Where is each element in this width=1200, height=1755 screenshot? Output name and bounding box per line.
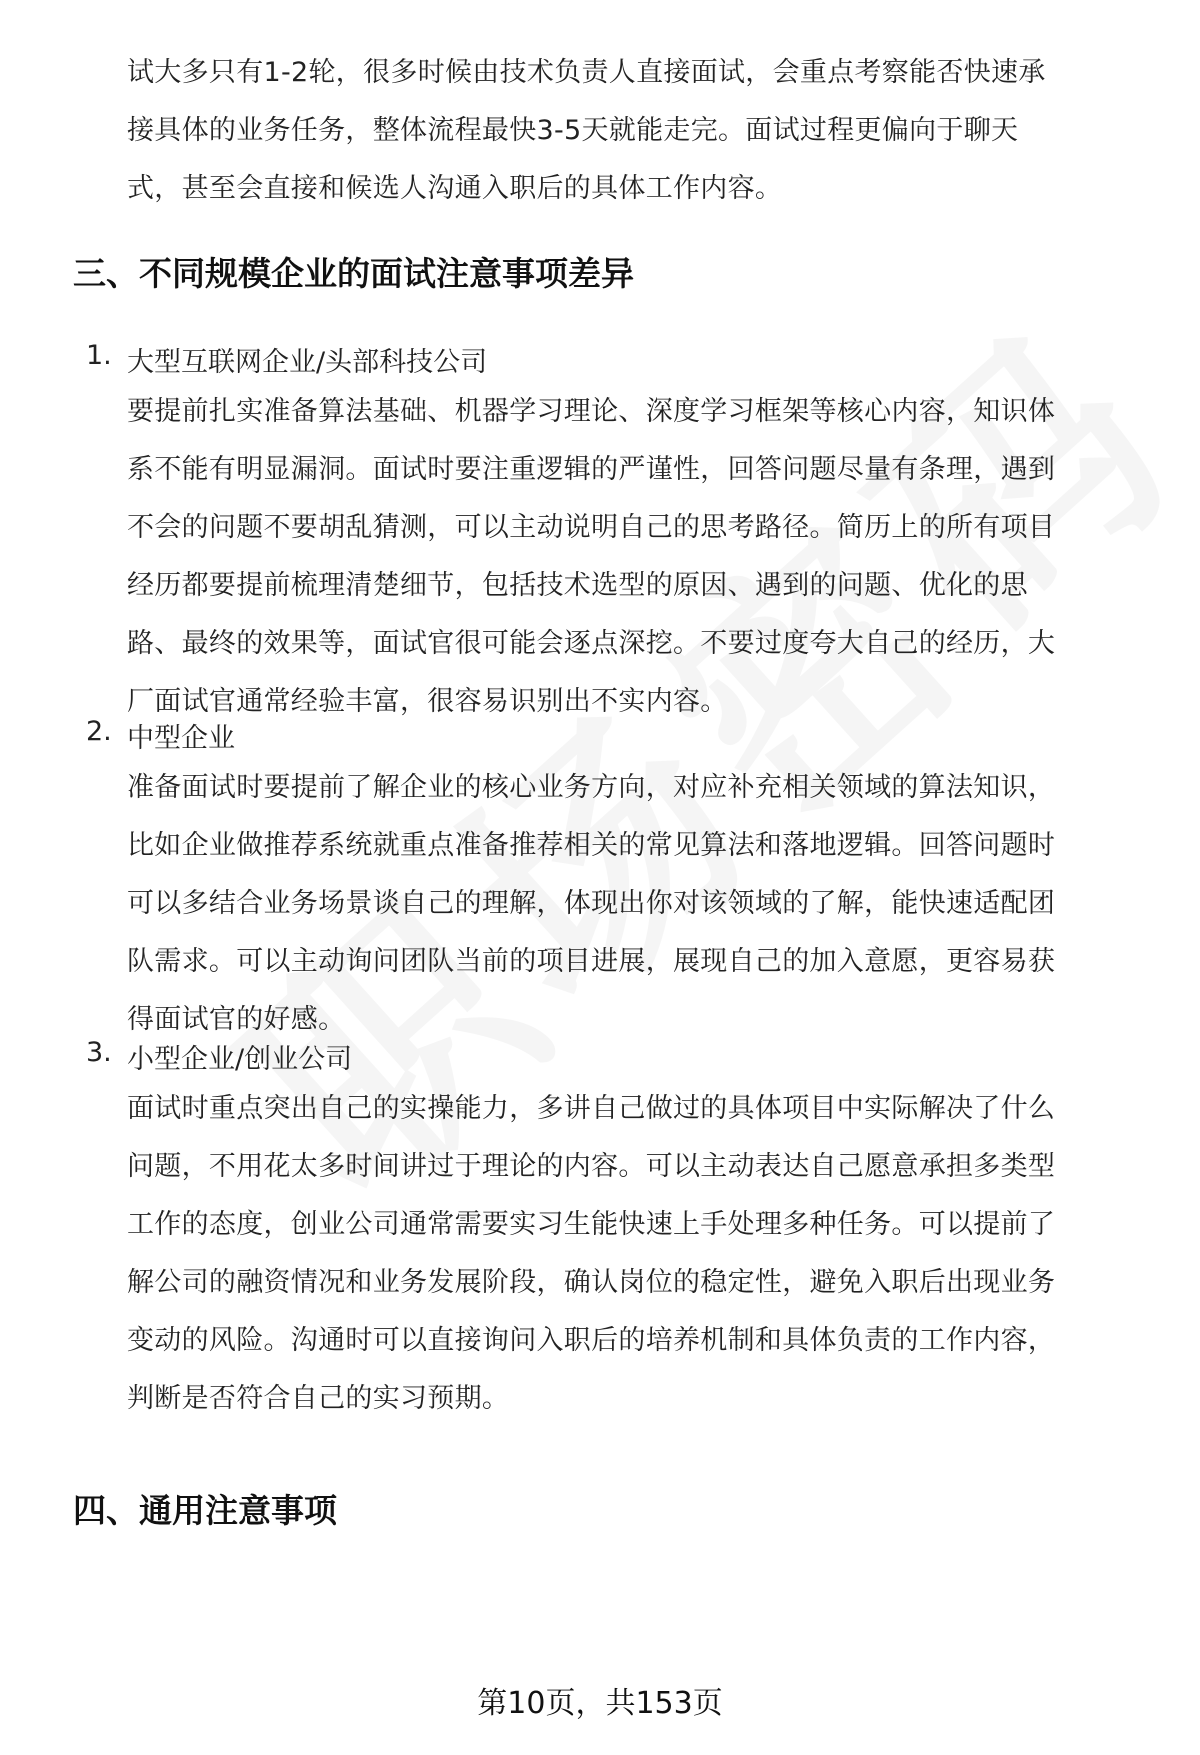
- body-line: 队需求。可以主动询问团队当前的项目进展，展现自己的加入意愿，更容易获: [127, 946, 1056, 977]
- body-line: 厂面试官通常经验丰富，很容易识别出不实内容。: [127, 686, 728, 717]
- list-item-title: 小型企业/创业公司: [127, 1044, 353, 1075]
- body-line: 工作的态度，创业公司通常需要实习生能快速上手处理多种任务。可以提前了: [127, 1209, 1056, 1240]
- list-item-body: [127, 383, 1137, 731]
- body-line: 不会的问题不要胡乱猜测，可以主动说明自己的思考路径。简历上的所有项目: [127, 512, 1056, 543]
- body-line: 经历都要提前梳理清楚细节，包括技术选型的原因、遇到的问题、优化的思: [127, 570, 1028, 601]
- list-item-body: [127, 759, 1137, 1049]
- body-line: 系不能有明显漏洞。面试时要注重逻辑的严谨性，回答问题尽量有条理，遇到: [127, 454, 1056, 485]
- body-line: 问题，不用花太多时间讲过于理论的内容。可以主动表达自己愿意承担多类型: [127, 1151, 1056, 1182]
- list-item-title: 中型企业: [127, 723, 235, 754]
- intro-paragraph: [127, 44, 1137, 218]
- body-line: 路、最终的效果等，面试官很可能会逐点深挖。不要过度夸大自己的经历，大: [127, 628, 1056, 659]
- list-item-number: 1.: [86, 340, 112, 371]
- body-line: 可以多结合业务场景谈自己的理解，体现出你对该领域的了解，能快速适配团: [127, 888, 1056, 919]
- list-item-body: [127, 1080, 1137, 1428]
- list-item-number: 3.: [86, 1037, 112, 1068]
- intro-line: 试大多只有1-2轮，很多时候由技术负责人直接面试，会重点考察能否快速承: [127, 57, 1046, 88]
- list-item-number: 2.: [86, 716, 112, 747]
- page-number: 第10页，共153页: [477, 1686, 723, 1721]
- section-4-heading: 四、通用注意事项: [73, 1491, 337, 1530]
- intro-line: 接具体的业务任务，整体流程最快3-5天就能走完。面试过程更偏向于聊天: [127, 115, 1019, 146]
- list-item-title: 大型互联网企业/头部科技公司: [127, 347, 488, 378]
- body-line: 得面试官的好感。: [127, 1004, 346, 1035]
- section-3-heading: 三、不同规模企业的面试注意事项差异: [73, 254, 634, 293]
- body-line: 比如企业做推荐系统就重点准备推荐相关的常见算法和落地逻辑。回答问题时: [127, 830, 1056, 861]
- intro-line: 式，甚至会直接和候选人沟通入职后的具体工作内容。: [127, 173, 783, 204]
- body-line: 准备面试时要提前了解企业的核心业务方向，对应补充相关领域的算法知识，: [127, 772, 1056, 803]
- body-line: 要提前扎实准备算法基础、机器学习理论、深度学习框架等核心内容，知识体: [127, 396, 1056, 427]
- body-line: 判断是否符合自己的实习预期。: [127, 1383, 510, 1414]
- body-line: 面试时重点突出自己的实操能力，多讲自己做过的具体项目中实际解决了什么: [127, 1093, 1056, 1124]
- body-line: 变动的风险。沟通时可以直接询问入职后的培养机制和具体负责的工作内容，: [127, 1325, 1056, 1356]
- body-line: 解公司的融资情况和业务发展阶段，确认岗位的稳定性，避免入职后出现业务: [127, 1267, 1056, 1298]
